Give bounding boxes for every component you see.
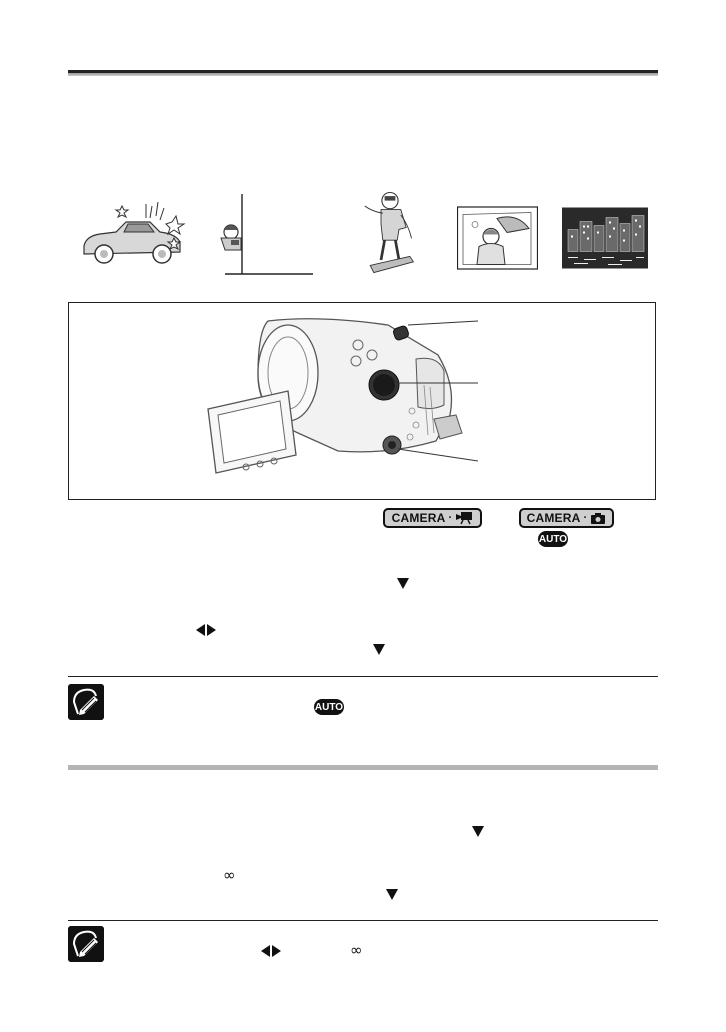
infinity-symbol: ∞: [350, 941, 363, 959]
arrow-left-icon: [261, 945, 270, 957]
camera-movie-mode-badge: [383, 508, 482, 528]
infinity-symbol: ∞: [223, 866, 236, 884]
header-rule: [68, 70, 658, 76]
note-divider: [68, 676, 658, 677]
camcorder-illustration: [188, 315, 478, 495]
triangle-down-icon: [386, 889, 398, 900]
window-portrait-icon: [457, 193, 538, 283]
pencil-note-icon: [68, 926, 104, 962]
triangle-down-icon: [397, 578, 409, 589]
left-right-arrow-icon: [196, 624, 216, 636]
arrow-right-icon: [207, 624, 216, 636]
note-divider: [68, 920, 658, 921]
mode-badge-separator: ·: [583, 512, 588, 524]
auto-mode-icon: [314, 699, 344, 715]
still-camera-icon: [590, 512, 606, 524]
mode-badge-label: CAMERA: [391, 511, 446, 525]
auto-mode-label: AUTO: [314, 701, 344, 713]
triangle-down-icon: [373, 644, 385, 655]
night-city-icon: [562, 193, 648, 283]
snowboarder-icon: [358, 188, 422, 278]
sports-car-icon: [80, 192, 186, 282]
movie-camera-icon: [455, 511, 473, 525]
arrow-right-icon: [272, 945, 281, 957]
triangle-down-icon: [472, 826, 484, 837]
auto-mode-label: AUTO: [538, 533, 568, 545]
camera-photo-mode-badge: [519, 508, 614, 528]
arrow-left-icon: [196, 624, 205, 636]
pencil-note-icon: [68, 684, 104, 720]
person-behind-wall-icon: [215, 190, 315, 280]
auto-mode-icon: [538, 531, 568, 547]
mode-badge-label: CAMERA: [526, 511, 581, 525]
mode-badge-separator: ·: [448, 512, 453, 524]
section-divider: [68, 765, 658, 770]
left-right-arrow-icon: [261, 945, 281, 957]
